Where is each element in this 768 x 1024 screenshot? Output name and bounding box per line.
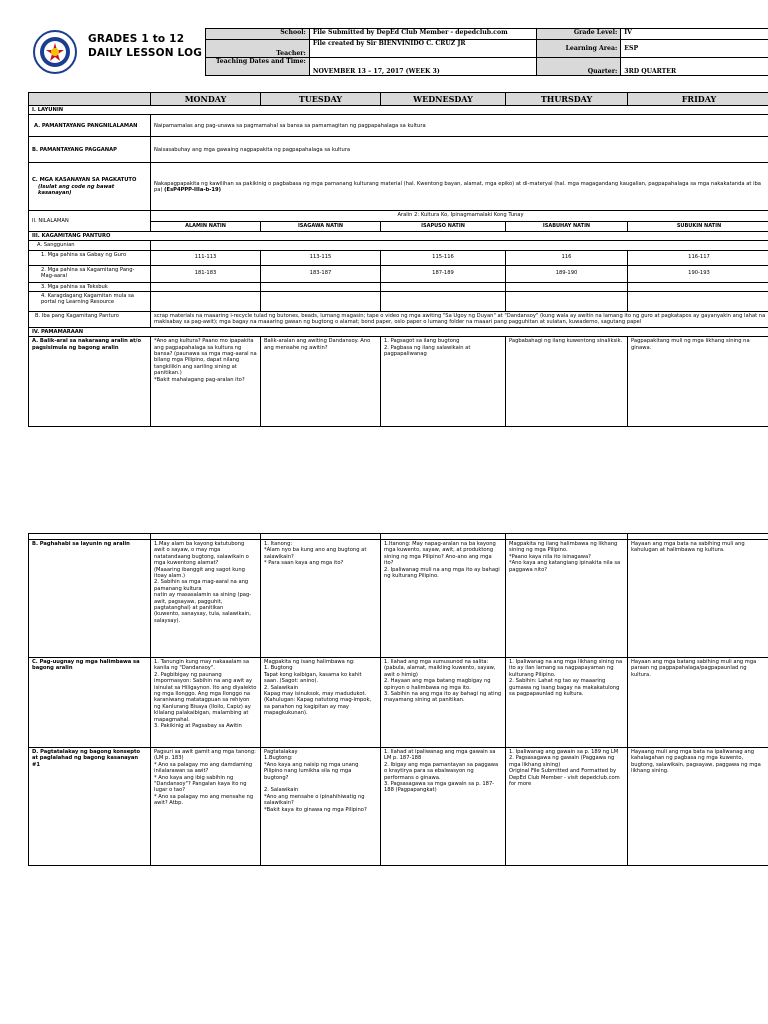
kasanayan-code: (EsP4PPP-IIIa-b-19) <box>164 186 221 193</box>
sub-subukin: SUBUKIN NATIN <box>628 222 768 231</box>
sub-alamin: ALAMIN NATIN <box>151 222 261 231</box>
balik-aral-wednesday: 1. Pagsagot sa ilang bugtong 2. Pagbasa ng ilang salawikain at pagpapaliwanag <box>381 337 506 427</box>
area-label: Learning Area: <box>537 40 621 58</box>
pagtatalakay-monday: Pagsuri sa awit gamit ang mga tanong: (LM p. 183) * Ano sa palagay mo ang damdaming inilalarawan sa awit? * Ano kaya ang ibig sabihin ng "Dandansoy"? Pangalan kaya ito ng lugar o tao? * Ano sa palagay mo ang mensahe ng awit? Atbp. <box>151 748 261 866</box>
grade-value: IV <box>621 29 768 40</box>
teksbuk-thursday <box>506 282 628 291</box>
paghahabi-wednesday: 1.Itanong: May napag-aralan na ba kayong mga kuwento, sayaw, awit, at produktong sining ng mga Pilipino? Ano-ano ang mga ito? 2. Ipaliwanag muli na ang mga ito ay bahagi ng kulturang Pilipino. <box>381 540 506 658</box>
paghahabi-tuesday: 1. Itanong: *Alam nyo ba kung ano ang bugtong at salawikain? * Para saan kaya ang mga ito? <box>261 540 381 658</box>
gabay-friday: 116-117 <box>628 250 768 265</box>
kagamitan-heading: III. KAGAMITANG PANTURO <box>29 231 768 240</box>
dates-label: Teaching Dates and Time: <box>206 58 310 76</box>
pamantayang-pangnilalaman-value: Naipamamalas ang pag-unawa sa pagmamahal sa bansa sa pamamagitan ng pagpapahalaga sa kultura <box>151 115 768 137</box>
karagdagan-monday <box>151 292 261 312</box>
teacher-label: Teacher: <box>206 40 310 58</box>
day-thursday: THURSDAY <box>506 93 628 106</box>
gabay-wednesday: 115-116 <box>381 250 506 265</box>
layunin-heading: I. LAYUNIN <box>29 106 768 115</box>
day-friday: FRIDAY <box>628 93 768 106</box>
pag-uugnay-wednesday: 1. Ilahad ang mga sumusunod na salita: (pabula, alamat, maikling kuwento, sayaw, awit o himig) 2. Hayaan ang mga batang magbigay ng opinyon o halimbawa ng mga ito. 3. Sabihin na ang mga ito ay bahagi ng ating mayamang sining at panitikan. <box>381 658 506 748</box>
teksbuk-monday <box>151 282 261 291</box>
day-header-blank <box>29 93 151 106</box>
gabay-thursday: 116 <box>506 250 628 265</box>
teksbuk-tuesday <box>261 282 381 291</box>
paghahabi-label: B. Paghahabi sa layunin ng aralin <box>29 540 151 658</box>
title-line-1: GRADES 1 to 12 <box>88 33 185 45</box>
pamamaraan-heading: IV. PAMAMARAAN <box>29 327 768 336</box>
grade-label: Grade Level: <box>537 29 621 40</box>
pagtatalakay-wednesday: 1. Ilahad at ipaliwanag ang mga gawain sa LM p. 187-188 2. Ibigay ang mga pamantayan sa paggawa o kraytirya para sa ebalwasyon ng performans o ginawa. 3. Pagsasagawa sa mga gawain sa p. 187-188 (Pagpapangkat) <box>381 748 506 866</box>
kag-friday: 190-193 <box>628 265 768 282</box>
day-wednesday: WEDNESDAY <box>381 93 506 106</box>
pag-uugnay-tuesday: Magpakita ng isang halimbawa ng: 1. Bugtong Tapat kong kaibigan, kasama ko kahit saan. (Sagot: anino). 2. Salawikain Kapag may isinuksok, may madudukot. (Kahulugan: Kapag natutong mag-impok, sa panahon ng kagipitan ay may mapagkukunan). <box>261 658 381 748</box>
deped-seal-icon <box>33 30 77 74</box>
pagtatalakay-label: D. Pagtatalakay ng bagong konsepto at paglalahad ng bagong kasanayan #1 <box>29 748 151 866</box>
day-tuesday: TUESDAY <box>261 93 381 106</box>
pamantayang-pangnilalaman-label: A. PAMANTAYANG PANGNILALAMAN <box>29 115 151 137</box>
aralin-title: Aralin 2: Kultura Ko, Ipinagmamalaki Kong Tunay <box>151 211 768 222</box>
school-value: File Submitted by DepEd Club Member - depedclub.com <box>309 29 537 40</box>
karagdagan-friday <box>628 292 768 312</box>
area-value: ESP <box>621 40 768 58</box>
gabay-tuesday: 113-115 <box>261 250 381 265</box>
kag-tuesday: 183-187 <box>261 265 381 282</box>
sanggunian-label: A. Sanggunian <box>29 241 151 250</box>
pag-uugnay-label: C. Pag-uugnay ng mga halimbawa sa bagong aralin <box>29 658 151 748</box>
karagdagan-tuesday <box>261 292 381 312</box>
day-monday: MONDAY <box>151 93 261 106</box>
balik-aral-friday: Pagpapakitang muli ng mga likhang sining na ginawa. <box>628 337 768 427</box>
karagdagan-wednesday <box>381 292 506 312</box>
title-line-2: DAILY LESSON LOG <box>88 47 203 59</box>
balik-aral-monday: *Ano ang kultura? Paano mo ipapakita ang pagpapahalaga sa kultura ng bansa? (paunawa sa mga mag-aaral na bilang mga Pilipino, dapat nilang tangkilikin ang sariling sining at panitikan.) *Bakit mahalagang pag-aralan ito? <box>151 337 261 427</box>
teksbuk-wednesday <box>381 282 506 291</box>
paghahabi-monday: 1.May alam ba kayong katutubong awit o sayaw, o may mga natatandaang bugtong, salawikain o mga kuwentong alamat? (Maaaring ibanggit ang sagot kung itoay alam.) 2. Sabihin sa mga mag-aaral na ang pamanang kultura natin ay masasalamin sa sining (pag-awit, pagsayaw, pagguhit, pagtatanghal) at panitikan (kuwento, sanaysay, tula, salawikain, salaysay). <box>151 540 261 658</box>
karagdagan-label: 4. Karagdagang Kagamitan mula sa portal ng Learning Resource <box>29 292 151 312</box>
iba-label: B. Iba pang Kagamitang Panturo <box>29 312 151 328</box>
form-title <box>88 32 202 60</box>
sub-isabuhay: ISABUHAY NATIN <box>506 222 628 231</box>
paghahabi-thursday: Magpakita ng ilang halimbawa ng likhang sining ng mga Pilipino. *Paano kaya nila ito isinagawa? *Ano kaya ang katangiang ipinakita nila sa paggawa nito? <box>506 540 628 658</box>
lesson-table-page2 <box>28 533 768 866</box>
sanggunian-blank <box>151 241 768 250</box>
gabay-monday: 111-113 <box>151 250 261 265</box>
pamantayang-pagganap-value: Naisasabuhay ang mga gawaing nagpapakita ng pagpapahalaga sa kultura <box>151 137 768 163</box>
balik-aral-thursday: Pagbabahagi ng ilang kuwentong sinaliksik. <box>506 337 628 427</box>
kagamitan-mag-aaral-label: 2. Mga pahina sa Kagamitang Pang-Mag-aaral <box>29 265 151 282</box>
school-label: School: <box>206 29 310 40</box>
pagtatalakay-friday: Hayaang muli ang mga bata na ipaliwanag ang kahalagahan ng pagbasa ng mga kuwento, bugtong, salawikain, pagsayaw, paggawa ng mga likhang sining. <box>628 748 768 866</box>
lesson-table-page1 <box>28 92 768 427</box>
iba-value: scrap materials na maaaring i-recycle tulad ng butones, beads, lumang magasin; tape o video ng mga awiting "Sa Ugoy ng Duyan" at "Dandansoy" (kung wala ay awitin na lamang ito ng guro at pagkatapos ay gayanyakin ang lahat na makisabay sa pag-awit); mga bagay na maaaring gawan ng bugtong o alamat; bond paper, oslo paper o lumang folder na maaari pang pagguhitan at sulatan, kuwaderno, sagutang papel <box>151 312 768 328</box>
pagtatalakay-tuesday: Pagtatalakay 1.Bugtong: *Ano kaya ang naisip ng mga unang Pilipino nang lumikha sila ng mga bugtong? 2. Salawikain *Ano ang mensahe o ipinahihiwatig ng salawikain? *Bakit kaya ito ginawa ng mga Pilipino? <box>261 748 381 866</box>
balik-aral-tuesday: Balik-aralan ang awiting Dandansoy. Ano ang mensahe ng awitin? <box>261 337 381 427</box>
gabay-label: 1. Mga pahina sa Gabay ng Guro <box>29 250 151 265</box>
kag-wednesday: 187-189 <box>381 265 506 282</box>
info-table <box>205 28 768 76</box>
pamantayang-pagganap-label: B. PAMANTAYANG PAGGANAP <box>29 137 151 163</box>
pag-uugnay-friday: Hayaan ang mga batang sabihing muli ang mga paraan ng pagpapahalaga/pagpapaunlad ng kultura. <box>628 658 768 748</box>
sub-isagawa: ISAGAWA NATIN <box>261 222 381 231</box>
day-header-row <box>29 93 768 106</box>
balik-aral-label: A. Balik-aral sa nakaraang aralin at/o pagsisimula ng bagong aralin <box>29 337 151 427</box>
kasanayan-note: (Isulat ang code ng bawat kasanayan) <box>38 183 115 197</box>
kasanayan-label-cell <box>29 163 151 211</box>
dates-value: NOVEMBER 13 – 17, 2017 (WEEK 3) <box>309 58 537 76</box>
karagdagan-thursday <box>506 292 628 312</box>
nilalaman-label: II. NILALAMAN <box>29 211 151 231</box>
quarter-value: 3RD QUARTER <box>621 58 768 76</box>
teacher-value: File created by Sir BIENVINIDO C. CRUZ JR <box>309 40 537 58</box>
paghahabi-friday: Hayaan ang mga bata na sabihing muli ang kahulugan at halimbawa ng kultura. <box>628 540 768 658</box>
teksbuk-label: 3. Mga pahina sa Teksbuk <box>29 282 151 291</box>
teksbuk-friday <box>628 282 768 291</box>
kasanayan-value-cell <box>151 163 768 211</box>
kasanayan-label: C. MGA KASANAYAN SA PAGKATUTO <box>32 177 137 184</box>
kasanayan-value: Nakapagpapakita ng kawilihan sa pakikinig o pagbabasa ng mga pamanang kulturang material (hal. Kwentong bayan, alamat, mga epiko) at di-materyal (hal. mga magagandang kaugalian, pagpapahalaga sa mga nakakatanda at iba pa) <box>154 180 761 193</box>
pagtatalakay-thursday: 1. Ipaliwanag ang gawain sa p. 189 ng LM 2. Pagsasagawa ng gawain (Paggawa ng mga likhang sining) Original File Submitted and Formatted by DepEd Club Member - visit depedclub.com for more <box>506 748 628 866</box>
kag-thursday: 189-190 <box>506 265 628 282</box>
quarter-label: Quarter: <box>537 58 621 76</box>
pag-uugnay-thursday: 1. Ipaliwanag na ang mga likhang sining na ito ay ilan lamang sa nagpapayaman ng kulturang Pilipino. 2. Sabihin: Lahat ng tao ay maaaring gumawa ng isang bagay na makakatulong sa pagpapaunlad ng kultura. <box>506 658 628 748</box>
pag-uugnay-monday: 1. Tanungin kung may nakaaalam sa kanila ng "Dandansoy". 2. Pagbibigay ng paunang impormasyon: Sabihin na ang awit ay isinulat sa Hiligaynon. Ito ang diyalekto ng mga Ilonggo. Ang mga Ilonggo na karaniwang matatagpuan sa rehiyon ng Kanlurang Bisaya (Iloilo, Capiz) ay kilalang palakaibigan, malambing at mapagmahal. 3. Pakikinig at Pagsabay sa Awitin <box>151 658 261 748</box>
sub-isapuso: ISAPUSO NATIN <box>381 222 506 231</box>
kag-monday: 181-183 <box>151 265 261 282</box>
